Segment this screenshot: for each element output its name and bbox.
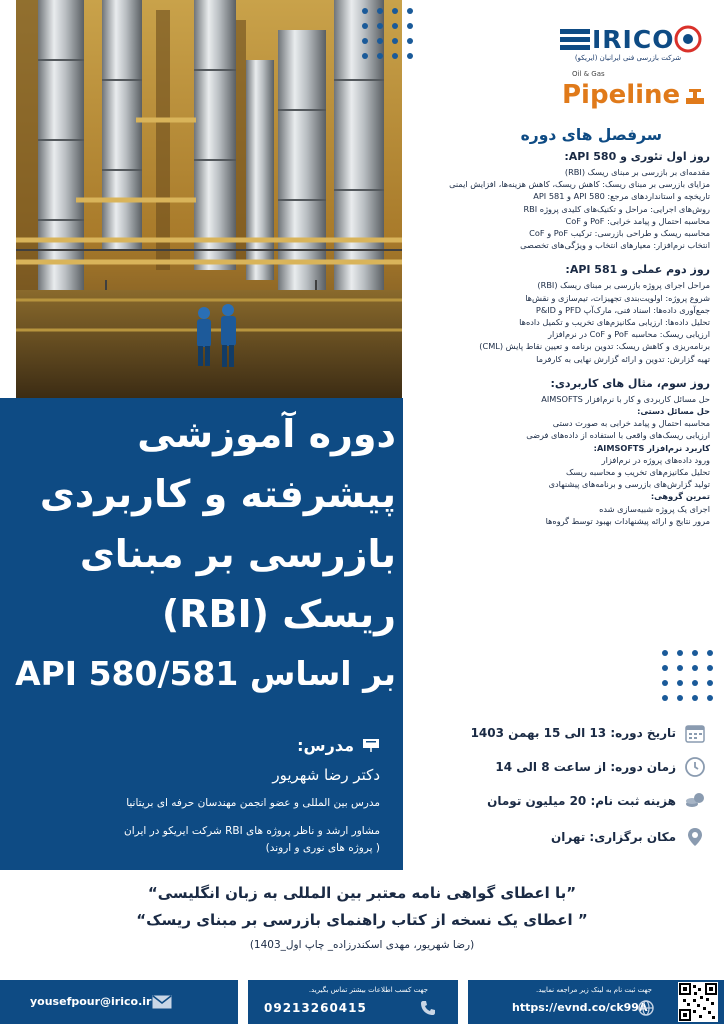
place-text: مکان برگزاری: تهران [551, 830, 676, 844]
money-icon [684, 790, 706, 812]
footer-phone-caption: جهت کسب اطلاعات بیشتر تماس بگیرید. [308, 986, 428, 994]
envelope-icon [152, 995, 172, 1009]
footer-email-box [0, 980, 238, 1024]
day-title: روز اول تئوری و API 580: [564, 150, 710, 163]
irico-wordmark: IRICO [592, 25, 675, 54]
footer-phone-box [248, 980, 458, 1024]
dot-pattern-top [362, 8, 413, 59]
list-subheading: تمرین گروهی: [650, 491, 710, 502]
certificate-notes [20, 880, 704, 956]
list-item: تاریخچه و استانداردهای مرجع: API 580 و API 581 [533, 191, 710, 202]
clock-icon [684, 756, 706, 778]
footer-link-caption: جهت ثبت نام به لینک زیر مراجعه نمایید. [536, 986, 652, 994]
title-subtitle: بر اساس API 580/581 [15, 654, 396, 693]
note-certificate: ”با اعطای گواهی نامه معتبر بین المللی به زبان انگلیسی“ [147, 884, 577, 902]
note-book-reference: (رضا شهریور، مهدی اسکندرزاده_ چاپ اول_1403) [249, 939, 475, 951]
title-line: ریسک (RBI) [161, 592, 396, 636]
list-item: شروع پروژه: اولویت‌بندی تجهیزات، تیم‌سازی و نقش‌ها [525, 292, 710, 303]
teacher-credential: ( پروژه های نوری و اروند) [265, 842, 380, 854]
list-item: جمع‌آوری داده‌ها: اسناد فنی، مارک‌آپ PFD و P&ID [535, 304, 710, 315]
pipeline-logo [560, 70, 710, 116]
list-item: روش‌های اجرایی: مراحل و تکنیک‌های کلیدی پروژه RBI [523, 203, 710, 214]
dot-pattern-right [662, 650, 713, 701]
info-date [420, 720, 706, 746]
list-subheading: کاربرد نرم‌افزار AIMSOFTS: [593, 442, 710, 453]
day-title: روز دوم عملی و API 581: [565, 263, 710, 277]
list-item: مرور نتایج و ارائه پیشنهادات بهبود توسط گروه‌ها [545, 515, 710, 526]
list-item: مزایای بازرسی بر مبنای ریسک: کاهش ریسک، کاهش هزینه‌ها، افزایش ایمنی [449, 179, 710, 190]
list-item: حل مسائل کاربردی و کار با نرم‌افزار AIMSOFTS [541, 393, 710, 404]
list-item: برنامه‌ریزی و کاهش ریسک: تدوین برنامه و تعیین نقاط پایش (CML) [479, 341, 710, 352]
list-item: محاسبه ریسک و طراحی بازرسی: ترکیب PoF و CoF [529, 228, 710, 239]
day-section [412, 150, 710, 251]
footer-phone[interactable]: 09213260415 [264, 1001, 367, 1015]
list-item: انتخاب نرم‌افزار: معیارهای انتخاب و ویژگی‌های تخصصی [520, 240, 710, 251]
title-line: بازرسی بر مبنای [79, 532, 396, 576]
list-item: مراحل اجرای پروژه بازرسی بر مبنای ریسک (RBI) [537, 280, 710, 291]
list-item: ارزیابی ریسک‌های واقعی با استفاده از داده‌های فرضی [526, 430, 710, 441]
footer-email[interactable]: yousefpour@irico.ir [30, 995, 152, 1008]
location-pin-icon [684, 826, 706, 848]
info-place [420, 824, 706, 850]
list-item: ورود داده‌های پروژه در نرم‌افزار [601, 454, 710, 465]
list-item: تحلیل مکانیزم‌های تخریب و محاسبه ریسک [565, 467, 710, 478]
teacher-heading [250, 734, 380, 756]
list-item: تولید گزارش‌های بازرسی و برنامه‌های پیشنهادی [548, 479, 710, 490]
note-book: ” اعطای یک نسخه از کتاب راهنمای بازرسی بر مبنای ریسک“ [136, 911, 588, 929]
time-text: زمان دوره: از ساعت 8 الی 14 [495, 760, 676, 774]
irico-logo [560, 22, 710, 72]
teacher-name: دکتر رضا شهریور [272, 766, 380, 784]
course-title [15, 404, 396, 700]
title-line: دوره آموزشی [137, 412, 396, 456]
teacher-heading-label: مدرس: [297, 735, 354, 755]
list-item: تحلیل داده‌ها: ارزیابی مکانیزم‌های تخریب و تکمیل داده‌ها [519, 317, 710, 328]
list-item: محاسبه احتمال و پیامد خرابی: PoF و CoF [565, 215, 710, 226]
day-section [412, 377, 710, 527]
info-fee [420, 788, 706, 814]
day-title: روز سوم، مثال های کاربردی: [550, 376, 710, 390]
teacher-credential: مدرس بین المللی و عضو انجمن مهندسان حرفه ای بریتانیا [126, 797, 380, 809]
list-item: تهیه گزارش: تدوین و ارائه گزارش نهایی به کارفرما [536, 353, 710, 364]
phone-icon [420, 1000, 436, 1016]
presentation-board-icon [362, 738, 380, 752]
hero-refinery-image [16, 0, 402, 398]
info-time [420, 754, 706, 780]
footer-registration-link[interactable]: https://evnd.co/ck99A [512, 1001, 648, 1014]
list-item: ارزیابی ریسک: محاسبه PoF و CoF در نرم‌افزار [548, 329, 710, 340]
list-item: مقدمه‌ای بر بازرسی بر مبنای ریسک (RBI) [564, 167, 710, 177]
outline-heading: سرفصل های دوره [520, 126, 662, 144]
teacher-credential: مشاور ارشد و ناظر پروژه های RBI شرکت ایریکو در ایران [124, 825, 380, 837]
footer-link-box [468, 980, 724, 1024]
fee-text: هزینه ثبت نام: 20 میلیون تومان [487, 794, 676, 808]
list-item: محاسبه احتمال و پیامد خرابی به صورت دستی [552, 418, 710, 429]
globe-icon [638, 1000, 654, 1016]
date-text: تاریخ دوره: 13 الی 15 بهمن 1403 [470, 726, 676, 740]
list-item: اجرای یک پروژه شبیه‌سازی شده [599, 503, 710, 514]
pipeline-wordmark: Pipeline [562, 80, 681, 110]
course-outline [412, 126, 710, 527]
title-line: پیشرفته و کاربردی [39, 472, 396, 516]
day-section [412, 263, 710, 364]
calendar-icon [684, 722, 706, 744]
list-subheading: حل مسائل دستی: [637, 406, 710, 417]
pipeline-small-label: Oil & Gas [572, 70, 605, 78]
irico-tagline: شرکت بازرسی فنی ایرانیان (ایریکو) [574, 54, 682, 62]
valve-icon [684, 88, 706, 108]
qr-code[interactable] [678, 982, 718, 1022]
